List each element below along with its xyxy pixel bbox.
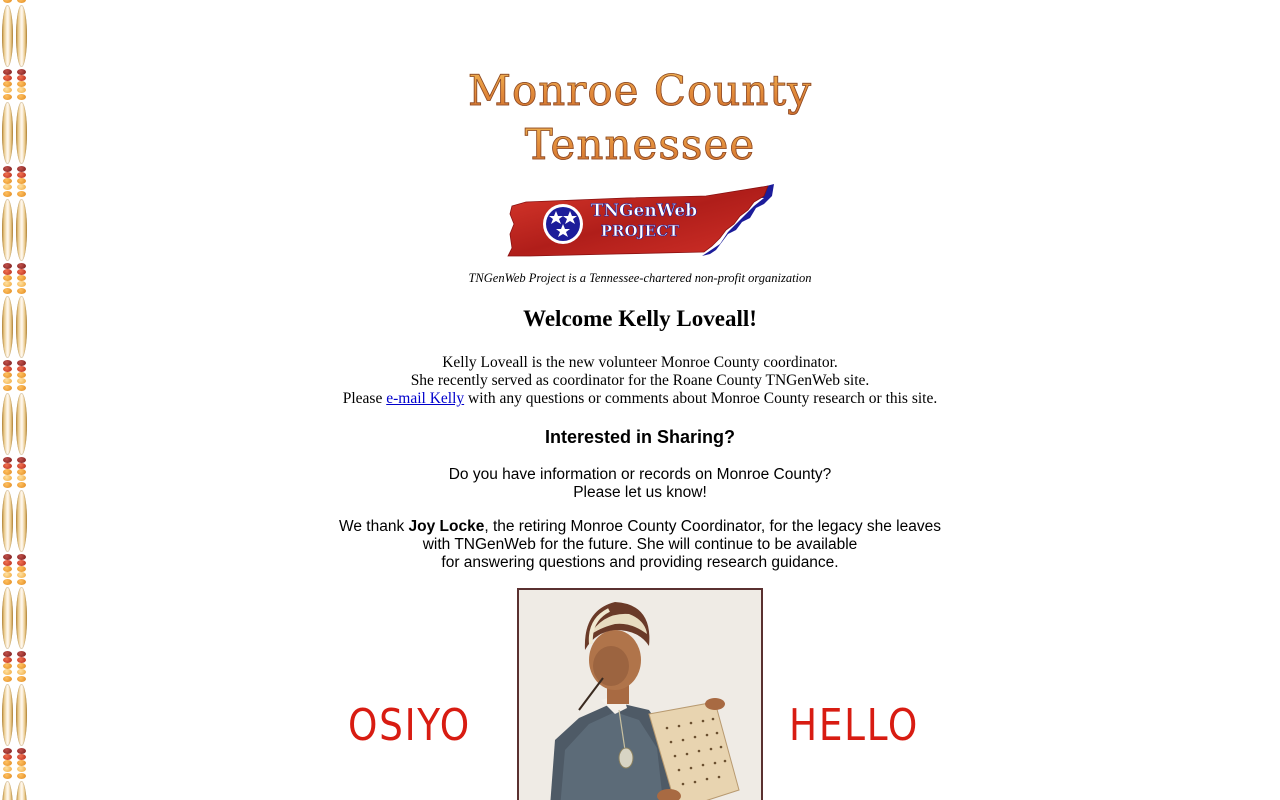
bead-unit	[15, 676, 28, 773]
site-title-state: Tennessee	[0, 120, 1280, 169]
intro-line-3-prefix: Please	[342, 390, 387, 407]
coordinator-intro	[0, 354, 1280, 408]
sharing-line-1: Do you have information or records on Monroe County?	[448, 466, 832, 483]
intro-line-2: She recently served as coordinator for the Roane County TNGenWeb site.	[410, 372, 870, 389]
retiring-coordinator-name: Joy Locke	[408, 518, 485, 535]
sequoyah-portrait	[517, 588, 763, 800]
bead-unit	[15, 773, 28, 800]
intro-line-1: Kelly Loveall is the new volunteer Monroe County coordinator.	[442, 354, 838, 371]
bead-unit	[1, 676, 14, 773]
tngenweb-logo[interactable]	[506, 184, 776, 258]
bead-unit	[15, 579, 28, 676]
site-title-county: Monroe County	[0, 66, 1280, 115]
thanks-prefix: We thank	[339, 518, 409, 535]
portrait-image-icon	[519, 590, 761, 800]
greeting-osiyo: OSIYO	[348, 700, 471, 751]
logo-text-line2: PROJECT	[600, 222, 680, 240]
sharing-text	[0, 466, 1280, 502]
thanks-line-2: with TNGenWeb for the future. She will continue to be available	[422, 536, 858, 553]
organization-tagline: TNGenWeb Project is a Tennessee-chartered non-profit organization	[468, 271, 812, 285]
thanks-text	[0, 518, 1280, 572]
tennessee-map-icon	[506, 184, 776, 258]
sharing-heading: Interested in Sharing?	[544, 427, 736, 447]
thanks-line-1-suffix: , the retiring Monroe County Coordinator, for the legacy she leaves	[484, 518, 941, 535]
thanks-line-3: for answering questions and providing research guidance.	[441, 554, 839, 571]
intro-line-3	[0, 390, 1280, 408]
sharing-line-2: Please let us know!	[573, 484, 707, 501]
welcome-heading: Welcome Kelly Loveall!	[523, 306, 757, 331]
email-kelly-link[interactable]: e-mail Kelly	[386, 390, 465, 407]
bead-unit	[1, 773, 14, 800]
thanks-line-1	[0, 518, 1280, 536]
intro-line-3-suffix: with any questions or comments about Monroe County research or this site.	[464, 390, 938, 407]
greeting-hello: HELLO	[789, 700, 920, 751]
bead-unit	[1, 579, 14, 676]
logo-text-line1: TNGenWeb	[590, 201, 698, 221]
